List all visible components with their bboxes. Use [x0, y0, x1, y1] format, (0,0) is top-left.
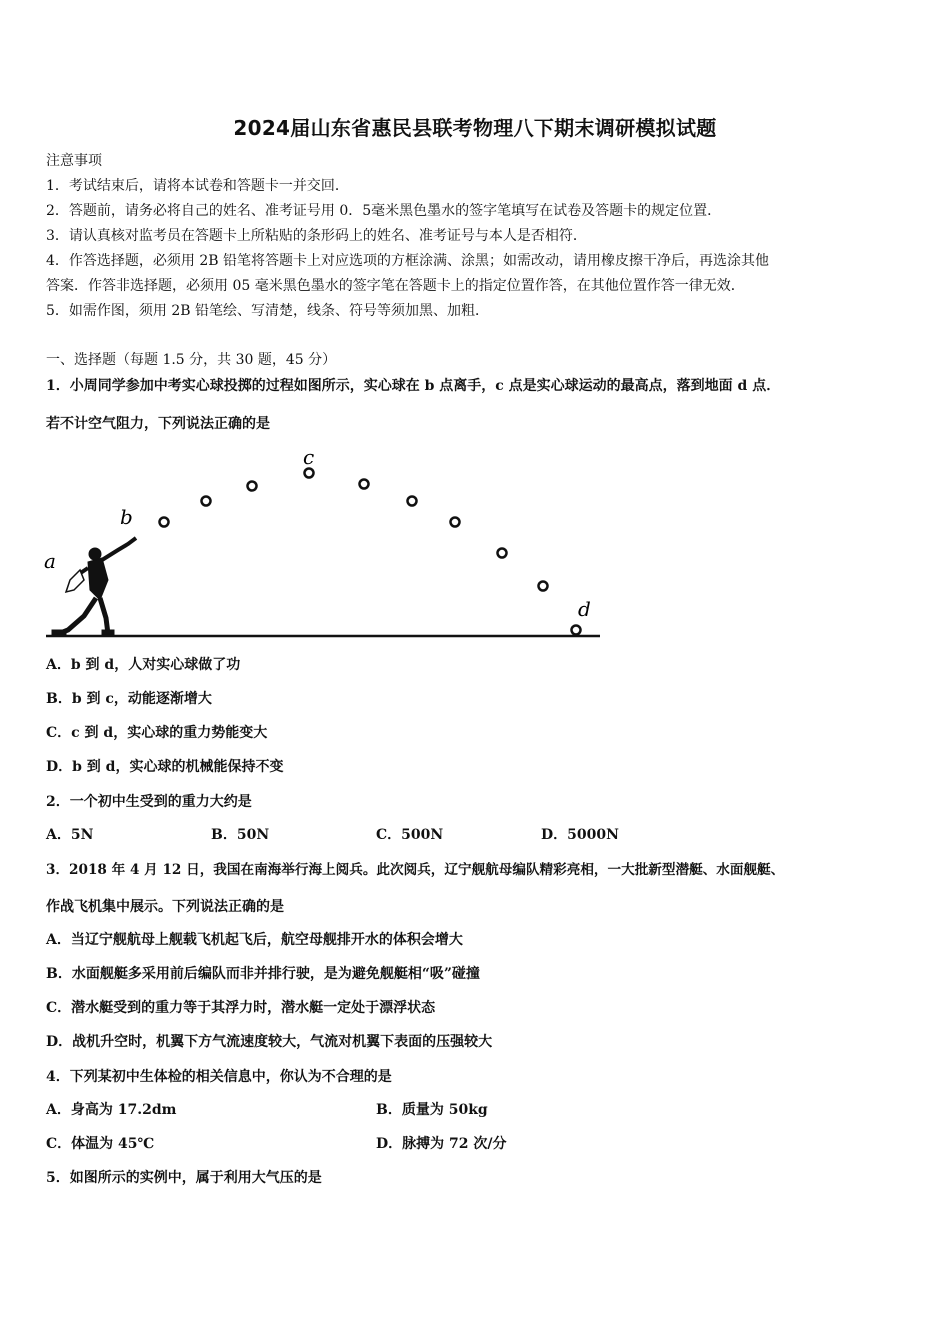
q2-option-a: A．5N — [46, 827, 94, 843]
ball-8 — [498, 549, 507, 558]
q4-option-d: D．脉搏为 72 次/分 — [376, 1136, 507, 1152]
q1-option-d: D．b 到 d，实心球的机械能保持不变 — [46, 759, 284, 775]
notice-item-2: 2．答题前，请务必将自己的姓名、准考证号用 0．5毫米黑色墨水的签字笔填写在试卷及答题卡的规定位置． — [46, 203, 722, 219]
ball-positions — [160, 469, 581, 635]
trajectory-svg — [40, 440, 610, 645]
section-heading: 一、选择题（每题 1.5 分，共 30 题，45 分） — [46, 352, 337, 368]
ball-3 — [248, 482, 257, 491]
q1-stem-line1: 1．小周同学参加中考实心球投掷的过程如图所示，实心球在 b 点离手，c 点是实心球运动的最高点，落到地面 d 点． — [46, 378, 781, 394]
q3-stem-line2: 作战飞机集中展示。下列说法正确的是 — [46, 899, 284, 915]
q3-stem-line1: 3．2018 年 4 月 12 日，我国在南海举行海上阅兵。此次阅兵，辽宁舰航母编队精彩亮相，一大批新型潜艇、水面舰艇、 — [46, 862, 785, 878]
label-a: a — [44, 549, 56, 573]
q4-option-a: A．身高为 17.2dm — [46, 1102, 177, 1118]
ball-9 — [539, 582, 548, 591]
label-b: b — [120, 505, 133, 529]
label-c: c — [303, 445, 315, 469]
q1-option-c: C．c 到 d，实心球的重力势能变大 — [46, 725, 268, 741]
ball-5 — [360, 480, 369, 489]
notice-item-5: 5．如需作图，须用 2B 铅笔绘、写清楚，线条、符号等须加黑、加粗． — [46, 303, 490, 319]
label-d: d — [578, 597, 591, 621]
ball-2 — [202, 497, 211, 506]
q2-option-c: C．500N — [376, 827, 444, 843]
q3-option-a: A．当辽宁舰航母上舰载飞机起飞后，航空母舰排开水的体积会增大 — [46, 932, 463, 948]
q2-option-d: D．5000N — [541, 827, 619, 843]
notice-item-4-cont: 答案．作答非选择题，必须用 05 毫米黑色墨水的签字笔在答题卡上的指定位置作答，在其他位置作答一律无效． — [46, 278, 745, 294]
q2-stem: 2．一个初中生受到的重力大约是 — [46, 794, 252, 810]
q4-option-b: B．质量为 50kg — [376, 1102, 488, 1118]
ball-1 — [160, 518, 169, 527]
q1-trajectory-figure — [40, 440, 610, 645]
q3-option-b: B．水面舰艇多采用前后编队而非并排行驶，是为避免舰艇相“吸”碰撞 — [46, 966, 480, 982]
q4-option-c: C．体温为 45℃ — [46, 1136, 155, 1152]
q3-option-d: D．战机升空时，机翼下方气流速度较大，气流对机翼下表面的压强较大 — [46, 1034, 493, 1050]
ball-4-c — [305, 469, 314, 478]
ball-7 — [451, 518, 460, 527]
ball-10-d — [572, 626, 581, 635]
q4-stem: 4．下列某初中生体检的相关信息中，你认为不合理的是 — [46, 1069, 392, 1085]
q1-option-b: B．b 到 c，动能逐渐增大 — [46, 691, 212, 707]
notice-item-4: 4．作答选择题，必须用 2B 铅笔将答题卡上对应选项的方框涂满、涂黑；如需改动，请用橡皮擦干净后，再选涂其他 — [46, 253, 769, 269]
page-title: 2024届山东省惠民县联考物理八下期末调研模拟试题 — [233, 116, 717, 140]
q3-option-c: C．潜水艇受到的重力等于其浮力时，潜水艇一定处于漂浮状态 — [46, 1000, 436, 1016]
notice-heading: 注意事项 — [46, 153, 102, 169]
ball-6 — [408, 497, 417, 506]
q1-option-a: A．b 到 d，人对实心球做了功 — [46, 657, 241, 673]
q2-option-b: B．50N — [211, 827, 270, 843]
q5-stem: 5．如图所示的实例中，属于利用大气压的是 — [46, 1170, 322, 1186]
thrower-figure — [52, 538, 136, 635]
notice-item-1: 1．考试结束后，请将本试卷和答题卡一并交回． — [46, 178, 349, 194]
notice-item-3: 3．请认真核对监考员在答题卡上所粘贴的条形码上的姓名、准考证号与本人是否相符． — [46, 228, 587, 244]
q1-stem-line2: 若不计空气阻力，下列说法正确的是 — [46, 416, 270, 432]
